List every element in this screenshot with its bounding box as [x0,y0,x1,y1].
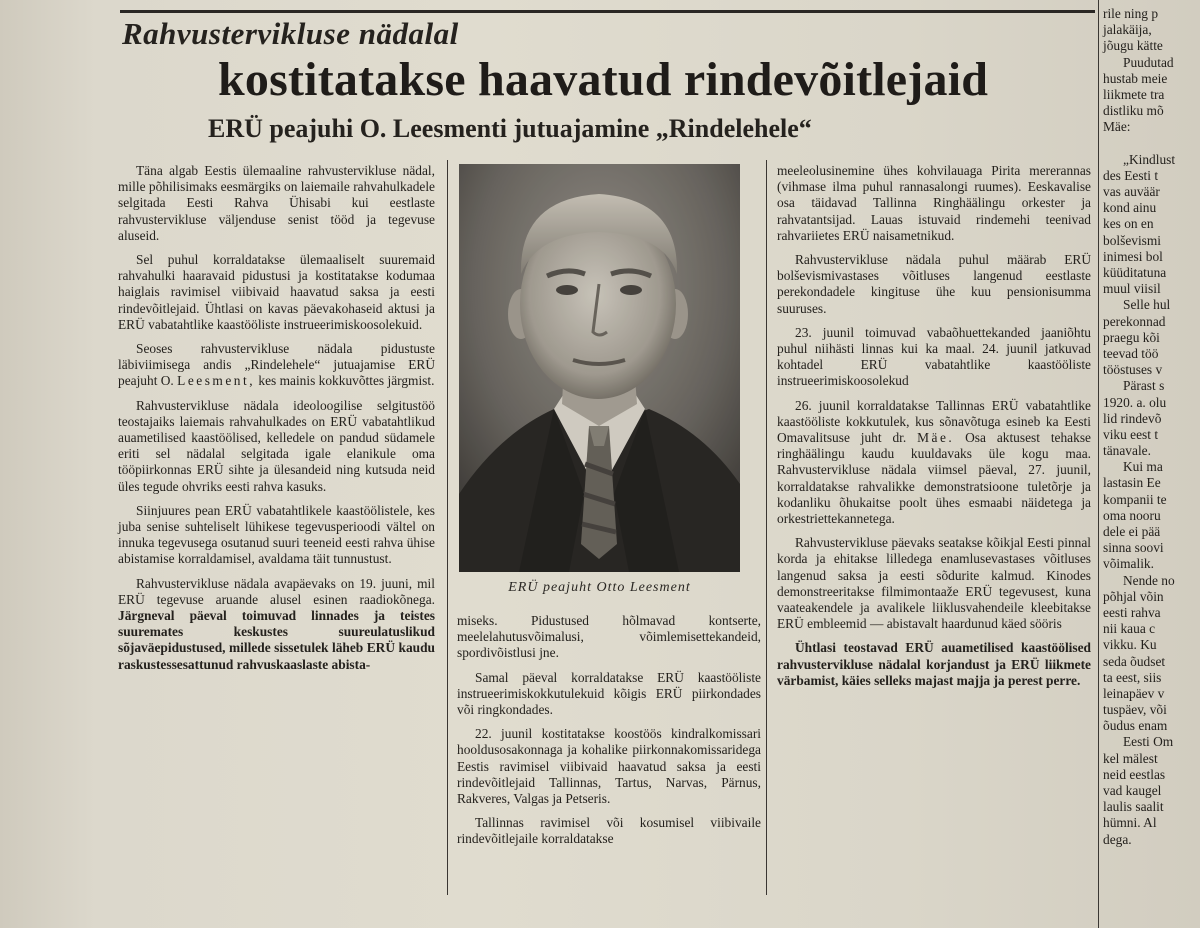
paragraph: Seoses rahvustervikluse nädala pidustuste läbiviimisega andis „Rindelehele“ jutuajamise ERÜ peajuht O. Leesment, kes mainis kokkuvõttes järgmist. [118,341,435,389]
adjacent-article-line: küüditatuna [1103,265,1167,280]
adjacent-article-line: jõugu kätte [1103,38,1163,54]
adjacent-article-line: nii kaua c [1103,621,1156,637]
article-column-2 [457,613,761,856]
paragraph: Tallinnas ravimisel või kosumisel viibivaile rindevõitlejaile korraldatakse [457,815,761,847]
adjacent-article-line: kel mälest [1103,750,1158,766]
kicker-title: Rahvustervikluse nädalal [122,16,459,51]
adjacent-article-line: oma nooru [1103,507,1161,523]
adjacent-article-line: seda õudset [1103,653,1166,669]
adjacent-article-line: tuspäev, või [1103,702,1167,718]
paragraph: 22. juunil kostitatakse koostöös kindralkomissari hooldusosakonnaga ja kohalike piirkonnakomissaridega Eestis ravimisel viibivaid haavatud saksa ja eesti rindevõitlejaid Tallinnas, Tartus, Narvas, Pärnus, Rakveres, Valgas ja Petseris. [457,726,761,807]
paragraph: Rahvustervikluse nädala ideoloogilise selgitustöö teostajaiks laiemais rahvahulkades on ERÜ vabatahtlikud auametilised kaastöölised, kelledele on pandud südamele eriti sel nädalal selgitada igale elanikule oma tööpiirkonnas ERÜ sihte ja ülesandeid ning kutsuda neid üles tegude ohvriks eesti rahva kasuks. [118,397,435,494]
adjacent-article-line: Nende no [1123,572,1175,588]
right-column-divider [1098,0,1099,928]
adjacent-article-line: des Eesti t [1103,167,1159,183]
paragraph: Siinjuures pean ERÜ vabatahtlikele kaastöölistele, kes juba senise suhteliselt lühikese tegevusperioodi vältel on innuka tegevusega osutanud suuri teeneid eesti rahva ühise abistamise korraldamisel, avaldama täit tunnustust. [118,502,435,567]
adjacent-article-line: jalakäija, [1103,22,1152,38]
paragraph: Rahvustervikluse nädala avapäevaks on 19. juuni, mil ERÜ tegevuse aruande alusel esinen raadiokõnega. Järgneval päeval toimuvad linnades ja teistes suuremates keskustes suureulatuslikud sõjaväepidustused, millede sissetulek läheb ERÜ kaudu raskustessesattunud rahvuskaaslaste abista- [118,575,435,672]
adjacent-article-line: neid eestlas [1103,766,1166,782]
column-divider-2 [766,160,767,895]
adjacent-article-line: distliku mõ [1103,103,1164,119]
adjacent-article-line: sinna soovi [1103,540,1164,556]
subheadline: ERÜ peajuhi O. Leesmenti jutuajamine „Rindelehele“ [208,114,812,143]
adjacent-article-line: vad kaugel [1103,783,1162,798]
adjacent-article-line: dega. [1103,831,1132,847]
paragraph: 26. juunil korraldatakse Tallinnas ERÜ vabatahtlike kaastööliste kokkutulek, kus sõnavõtuga esineb ka Eesti Omavalitsuse juht dr. Mäe. Osa aktusest tehakse ringhäälingu kaudu kuuldavaks üle kogu maa. Rahvustervikluse nädala viimsel päeval, 27. juunil, korraldatakse rahvalikke demonstratsioone tuletõrje ja kodanliku õhukaitse poolt ühes esmaabi näidetega ja orkestriettekannetega. [777,397,1091,527]
adjacent-article-line: „Kindlust [1123,151,1176,167]
photo-caption: ERÜ peajuht Otto Leesment [508,580,691,595]
adjacent-article-line: kes on en [1103,216,1154,232]
adjacent-article-line: tänavale. [1103,443,1151,459]
adjacent-article-line: kond ainu [1103,200,1157,216]
adjacent-article-line: rile ning p [1103,6,1159,21]
portrait-photo [459,164,740,572]
adjacent-article-line: perekonnad [1103,313,1166,329]
adjacent-article-line: õudus enam [1103,718,1168,734]
adjacent-article-line: laulis saalit [1103,799,1164,815]
article-column-3 [777,163,1091,697]
adjacent-article-line: Eesti Om [1123,734,1174,750]
adjacent-article-line: põhjal võin [1103,588,1164,604]
column-divider-1 [447,160,448,895]
paragraph: Rahvustervikluse nädala puhul määrab ERÜ bolševismivastases võitluses langenud eestlaste perekondadele kingituse ühe kuu pensionisumma suuruses. [777,252,1091,316]
article-column-1 [118,163,435,681]
paragraph: 23. juunil toimuvad vabaõhuettekanded jaaniõhtu puhul niihästi linnas kui ka maal. 24. juunil jatkuvad kohtadel ERÜ vabatahtlike kaastööliste instrueerimiskoosolekud [777,324,1091,389]
adjacent-article-line: dele ei pää [1103,524,1161,539]
adjacent-article-line: teevad töö [1103,345,1159,361]
paragraph: Täna algab Eestis ülemaaline rahvustervikluse nädal, mille põhilisimaks eesmärgiks on laiemaile rahvahulkadele selgitada Eesti Rahva Ühisabi kui eestlaste rahvustervikluse väljenduse senist tööd ja tegevuse aluseid. [118,163,435,243]
paragraph: meeleolusinemine ühes kohvilauaga Pirita mererannas (vihmase ilma puhul rannasalongi ruumes). Eeskavalise osa täidavad Tallinna Ringhäälingu orkester ja rahvatantsijad. Lauas istuvaid rindemehi teenivad rahvariietes ERÜ naisametnikud. [777,163,1091,243]
adjacent-article-line: eesti rahva [1103,604,1161,620]
adjacent-article-line: lastasin Ee [1103,475,1161,491]
portrait-image [459,164,740,572]
adjacent-article-line: muul viisil [1103,281,1161,297]
adjacent-article-line: võimalik. [1103,556,1154,572]
adjacent-article-line [1103,136,1200,152]
adjacent-article-line: ta eest, siis [1103,669,1162,685]
paragraph: Ühtlasi teostavad ERÜ auametilised kaastöölised rahvustervikluse nädalal korjandust ja ERÜ liikmete värbamist, käies selleks majast majja ja perest perre. [777,640,1091,688]
adjacent-article-line: liikmete tra [1103,86,1165,102]
paragraph: Samal päeval korraldatakse ERÜ kaastööliste instrueerimiskokkutulekuid kõigis ERÜ piirkondades või ringkondades. [457,669,761,718]
adjacent-article-line: inimesi bol [1103,248,1163,264]
adjacent-article-cutoff [1103,6,1200,848]
adjacent-article-line: Selle hul [1123,297,1171,313]
adjacent-article-line: Mäe: [1103,119,1131,135]
paragraph: Sel puhul korraldatakse ülemaaliselt suuremaid rahvahulki haaravaid pidustusi ja kostitatakse kodumaa haiglais ravimisel viibivaid haavatud saksa ja eesti rindevõitlejaid. Ühtlasi on kavas päevakohaseid aktusi ja ERÜ vabatahtlike kaastööliste instrueerimiskoosolekuid. [118,252,435,332]
adjacent-article-line: viku eest t [1103,426,1159,442]
adjacent-article-line: 1920. a. olu [1103,394,1167,410]
paragraph: Rahvustervikluse päevaks seatakse kõikjal Eesti pinnal korda ja ehitakse lilledega enamlusevastases võitluses langenud saksa ja eesti sõdurite kalmud. Kinodes demonstreeritakse filmimontaaže ERÜ tegevusest, kuna vaateakendele ja avalikele liiklusvahendeile kleebitakse ERÜ embleemid — abistavalt haardunud käed sööris [777,535,1091,632]
headline: kostitatakse haavatud rindevõitlejaid [218,53,989,106]
name-spaced: Mäe. [917,430,955,446]
adjacent-article-line: bolševismi [1103,232,1162,248]
name-spaced: Leesment, [177,373,256,389]
adjacent-article-line: kompanii te [1103,491,1167,507]
adjacent-article-line: Puudutad [1123,54,1174,70]
adjacent-article-line: leinapäev v [1103,685,1165,701]
adjacent-article-line: praegu kõi [1103,329,1160,345]
paragraph: miseks. Pidustused hõlmavad kontserte, meelelahutusvõimalusi, võimlemisettekandeid, spordivõistlusi jne. [457,613,761,661]
adjacent-article-line: hümni. Al [1103,815,1157,831]
adjacent-article-line: Kui ma [1123,459,1163,475]
adjacent-article-line: Pärast s [1123,378,1165,394]
top-rule [120,10,1095,13]
adjacent-article-line: hustab meie [1103,70,1168,86]
adjacent-article-line: vikku. Ku [1103,637,1157,653]
adjacent-article-line: vas auväär [1103,184,1160,200]
adjacent-article-line: lid rindevõ [1103,410,1162,426]
adjacent-article-line: tööstuses v [1103,362,1163,378]
